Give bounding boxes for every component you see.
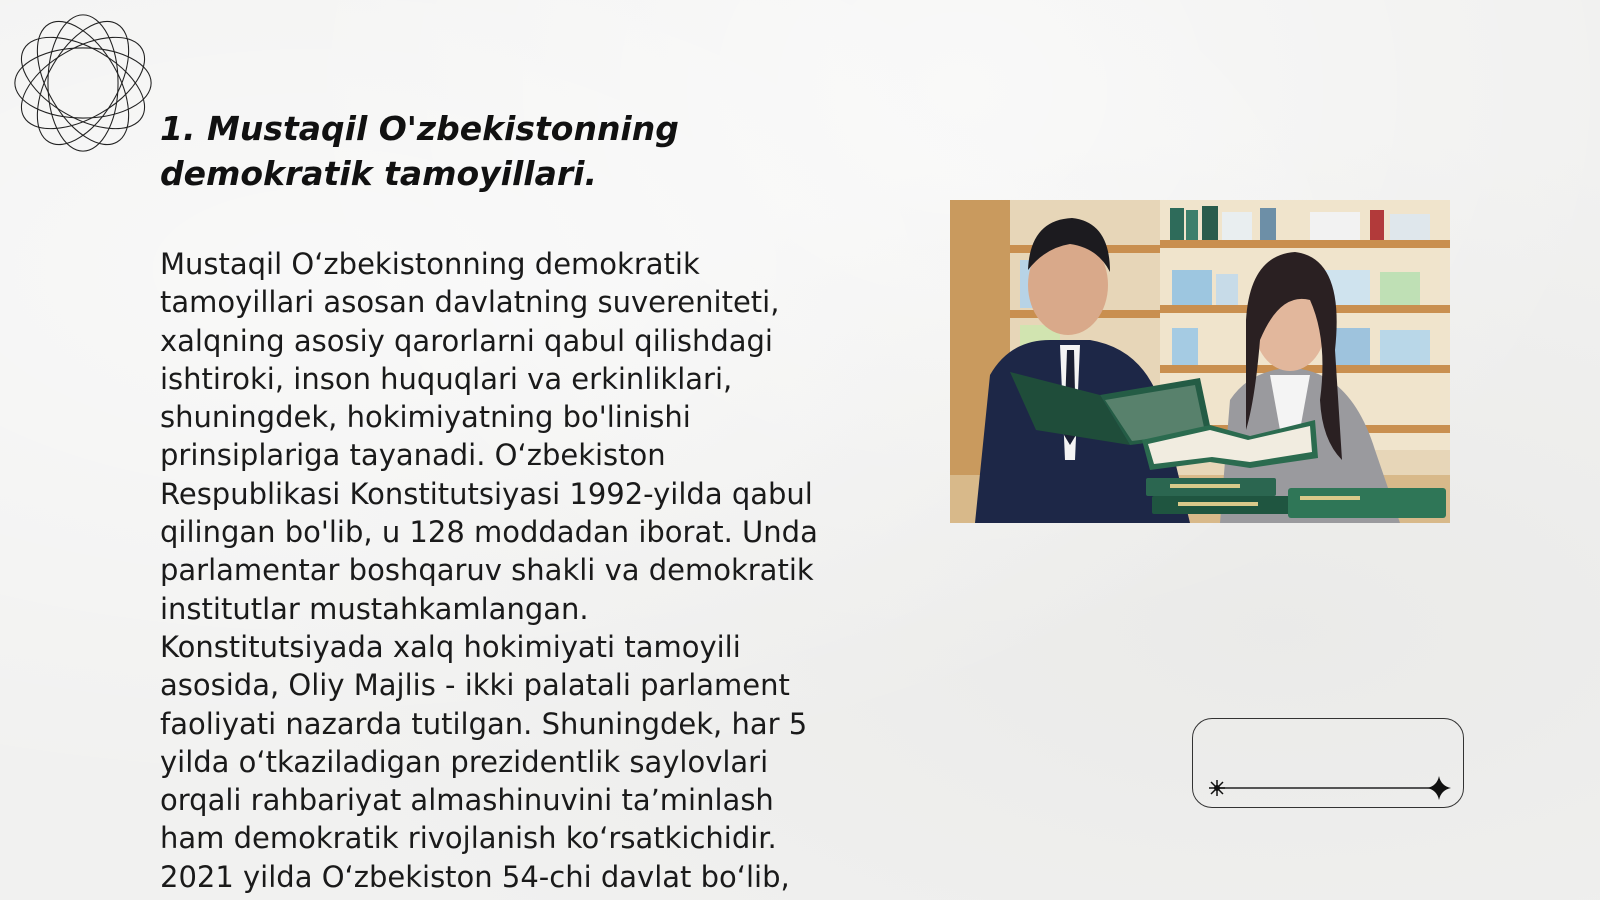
slide-title [160,106,880,196]
title-line-1: 1. Mustaqil O'zbekistonning [160,109,679,148]
slider-card [1192,718,1464,808]
orbit-rings-icon [10,10,156,156]
star-end-icon [1427,776,1451,800]
title-line-2: demokratik tamoyillari. [160,154,598,193]
slide-body-text: Mustaqil O‘zbekistonning demokratik tamoyillari asosan davlatning suvereniteti, xalqning asosiy qarorlarni qabul qilishdagi ishtiroki, inson huquqlari va erkinliklari, shuningdek, hokimiyatning bo'linishi prinsiplariga tayanadi. O‘zbekiston Respublikasi Konstitutsiyasi 1992-yilda qabul qilingan bo'lib, u 128 moddadan iborat. Unda parlamentar boshqaruv shakli va demokratik institutlar mustahkamlangan. Konstitutsiyada xalq hokimiyati tamoyili asosida, Oliy Majlis - ikki palatali parlament faoliyati nazarda tutilgan. Shuningdek, har 5 yilda o‘tkaziladigan prezidentlik saylovlari orqali rahbariyat almashinuvini ta’minlash ham demokratik rivojlanish ko‘rsatkichidir. 2021 yilda O‘zbekiston 54-chi davlat bo‘lib, [160,247,818,894]
students-reading-books-photo [950,200,1450,523]
progress-slider-icon [1193,719,1465,809]
